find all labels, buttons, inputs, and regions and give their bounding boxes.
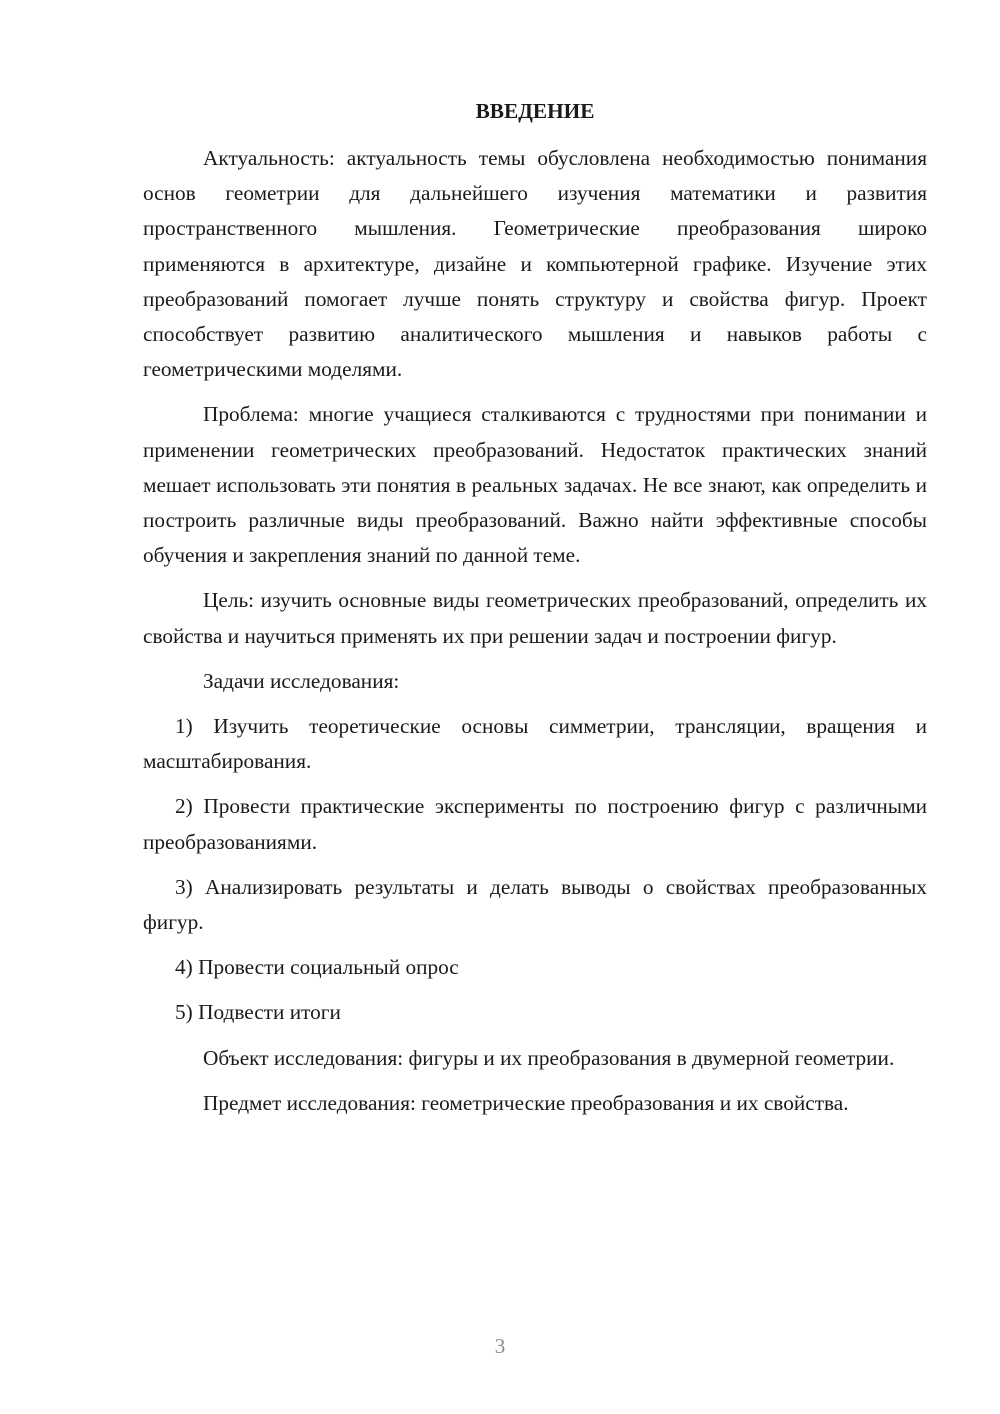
- subject-paragraph: Предмет исследования: геометрические преобразования и их свойства.: [203, 1090, 849, 1115]
- task-item-5: 5) Подвести итоги: [175, 1000, 341, 1025]
- page-number: 3: [494, 1334, 506, 1358]
- object-paragraph: Объект исследования: фигуры и их преобразования в двумерной геометрии.: [203, 1045, 895, 1070]
- goal-paragraph: Цель: изучить основные виды геометрических преобразований, определить их свойства и научиться применять их при решении задач и построении фигур.: [143, 588, 927, 648]
- section-heading: ВВЕДЕНИЕ: [475, 99, 595, 123]
- task-item-4: 4) Провести социальный опрос: [175, 955, 459, 980]
- task-item-2: 2) Провести практические эксперименты по построению фигур с различными преобразованиями.: [143, 794, 927, 854]
- tasks-list: [143, 709, 927, 1031]
- document-page: [143, 96, 927, 1131]
- tasks-title: Задачи исследования:: [203, 668, 400, 693]
- relevance-paragraph: Актуальность: актуальность темы обусловлена необходимостью понимания основ геометрии для дальнейшего изучения математики и развития пространственного мышления. Геометрические преобразования широко применяются в архитектуре, дизайне и компьютерной графике. Изучение этих преобразований помогает лучше понять структуру и свойства фигур. Проект способствует развитию аналитического мышления и навыков работы с геометрическими моделями.: [143, 146, 927, 382]
- task-item-1: 1) Изучить теоретические основы симметрии, трансляции, вращения и масштабирования.: [143, 714, 927, 774]
- problem-paragraph: Проблема: многие учащиеся сталкиваются с трудностями при понимании и применении геометрических преобразований. Недостаток практических знаний мешает использовать эти понятия в реальных задачах. Не все знают, как определить и построить различные виды преобразований. Важно найти эффективные способы обучения и закрепления знаний по данной теме.: [143, 402, 927, 568]
- task-item-3: 3) Анализировать результаты и делать выводы о свойствах преобразованных фигур.: [143, 874, 927, 935]
